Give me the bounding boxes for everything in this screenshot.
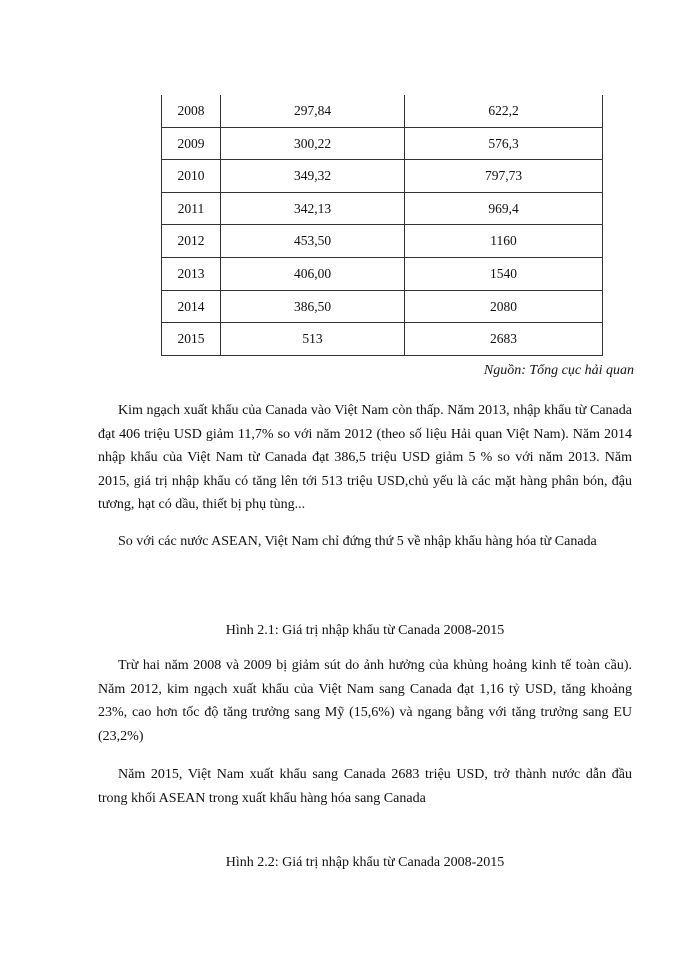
export-value-cell: 797,73 [405, 160, 603, 193]
year-cell: 2012 [162, 225, 221, 258]
year-cell: 2009 [162, 127, 221, 160]
year-cell: 2008 [162, 95, 221, 127]
import-value-cell: 342,13 [221, 192, 405, 225]
export-value-cell: 1540 [405, 257, 603, 290]
import-value-cell: 349,32 [221, 160, 405, 193]
import-value-cell: 386,50 [221, 290, 405, 323]
paragraph-canada-exports [98, 399, 632, 517]
table-row [162, 290, 603, 323]
paragraph-asean-rank [98, 530, 632, 554]
year-cell: 2010 [162, 160, 221, 193]
import-value-cell: 300,22 [221, 127, 405, 160]
import-value-cell: 453,50 [221, 225, 405, 258]
table-row [162, 225, 603, 258]
year-cell: 2011 [162, 192, 221, 225]
source-note: Nguồn: Tổng cục hải quan [483, 363, 634, 378]
paragraph-text: So với các nước ASEAN, Việt Nam chỉ đứng thứ 5 về nhập khẩu hàng hóa từ Canada [118, 534, 597, 549]
year-cell: 2014 [162, 290, 221, 323]
year-cell: 2013 [162, 257, 221, 290]
figure-caption-2-1: Hình 2.1: Giá trị nhập khẩu từ Canada 2008-2015 [225, 623, 505, 638]
table-row [162, 127, 603, 160]
paragraph-text: Kim ngạch xuất khẩu của Canada vào Việt Nam còn thấp. Năm 2013, nhập khẩu từ Canada đạt 406 triệu USD giảm 11,7% so với năm 2012 (theo số liệu Hải quan Việt Nam). Năm 2014 nhập khẩu của Việt Nam từ Canada đạt 386,5 triệu USD giảm 5 % so với năm 2013. Năm 2015, giá trị nhập khẩu có tăng lên tới 513 triệu USD,chủ yếu là các mặt hàng phân bón, đậu tương, hạt có dầu, thiết bị phụ tùng... [98, 403, 632, 513]
export-value-cell: 969,4 [405, 192, 603, 225]
table-row [162, 323, 603, 356]
table-row [162, 95, 603, 127]
trade-table [161, 95, 603, 356]
import-value-cell: 513 [221, 323, 405, 356]
paragraph-asean-lead [98, 763, 632, 810]
export-value-cell: 1160 [405, 225, 603, 258]
import-value-cell: 297,84 [221, 95, 405, 127]
export-value-cell: 2683 [405, 323, 603, 356]
trade-table-body [162, 95, 603, 355]
export-value-cell: 2080 [405, 290, 603, 323]
import-value-cell: 406,00 [221, 257, 405, 290]
export-value-cell: 622,2 [405, 95, 603, 127]
year-cell: 2015 [162, 323, 221, 356]
table-row [162, 192, 603, 225]
figure-caption-2-2: Hình 2.2: Giá trị nhập khẩu từ Canada 2008-2015 [225, 855, 505, 870]
table-row [162, 257, 603, 290]
paragraph-text: Trừ hai năm 2008 và 2009 bị giảm sút do ảnh hưởng của khủng hoảng kinh tế toàn cầu). Năm 2012, kim ngạch xuất khẩu của Việt Nam sang Canada đạt 1,16 tỷ USD, tăng khoảng 23%, cao hơn tốc độ tăng trưởng sang Mỹ (15,6%) và ngang bằng với tăng trưởng sang EU (23,2%) [98, 658, 632, 744]
paragraph-text: Năm 2015, Việt Nam xuất khẩu sang Canada 2683 triệu USD, trở thành nước dẫn đầu trong khối ASEAN trong xuất khẩu hàng hóa sang Canada [98, 767, 632, 806]
table-row [162, 160, 603, 193]
paragraph-vietnam-exports [98, 654, 632, 748]
export-value-cell: 576,3 [405, 127, 603, 160]
